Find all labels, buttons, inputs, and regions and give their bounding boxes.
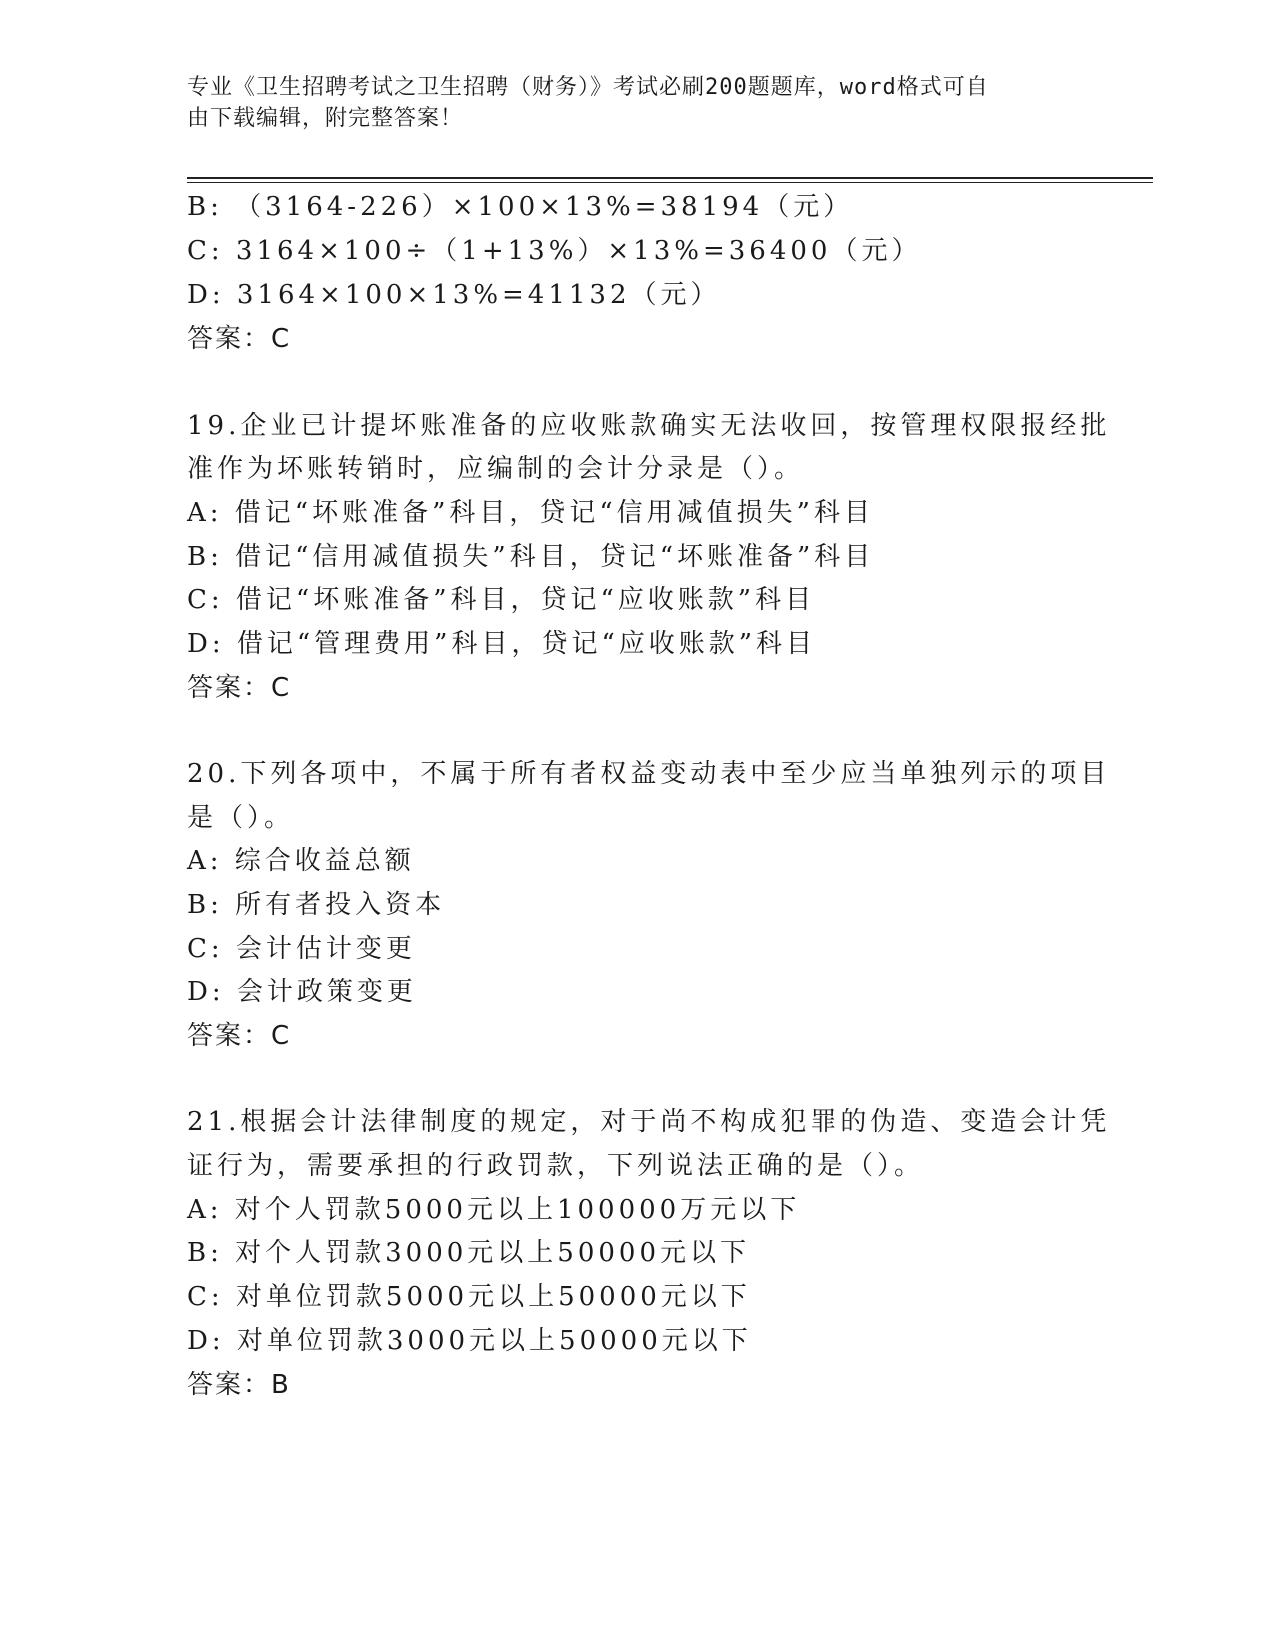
q21-stem-line-1: 21.根据会计法律制度的规定，对于尚不构成犯罪的伪造、变造会计凭 bbox=[187, 1107, 1111, 1137]
q18-option-c: C: 3164×100÷（1+13%）×13%=36400（元） bbox=[187, 236, 922, 266]
q21-option-b: B: 对个人罚款3000元以上50000元以下 bbox=[187, 1238, 751, 1268]
document-header bbox=[187, 72, 1087, 134]
q21-option-c: C: 对单位罚款5000元以上50000元以下 bbox=[187, 1282, 751, 1312]
q19-option-a: A: 借记“坏账准备”科目，贷记“信用减值损失”科目 bbox=[187, 498, 874, 528]
q19-stem-line-2: 准作为坏账转销时，应编制的会计分录是（）。 bbox=[187, 454, 805, 484]
q20-stem-line-1: 20.下列各项中，不属于所有者权益变动表中至少应当单独列示的项目 bbox=[187, 759, 1111, 789]
q21-stem-line-2: 证行为，需要承担的行政罚款，下列说法正确的是（）。 bbox=[187, 1151, 925, 1181]
q21-option-a: A: 对个人罚款5000元以上100000万元以下 bbox=[187, 1195, 801, 1225]
q18-option-d: D: 3164×100×13%=41132（元） bbox=[187, 280, 721, 310]
header-divider-thin bbox=[187, 182, 1153, 183]
q20-stem-line-2: 是（）。 bbox=[187, 803, 295, 833]
q19-option-b: B: 借记“信用减值损失”科目，贷记“坏账准备”科目 bbox=[187, 542, 875, 572]
header-line-2: 由下载编辑，附完整答案！ bbox=[187, 106, 464, 131]
q19-option-d: D: 借记“管理费用”科目，贷记“应收账款”科目 bbox=[187, 629, 817, 659]
q20-option-c: C: 会计估计变更 bbox=[187, 934, 416, 964]
q19-answer: 答案：C bbox=[187, 673, 292, 703]
q20-option-d: D: 会计政策变更 bbox=[187, 977, 417, 1007]
q20-answer: 答案：C bbox=[187, 1021, 292, 1051]
q21-option-d: D: 对单位罚款3000元以上50000元以下 bbox=[187, 1326, 752, 1356]
q20-option-a: A: 综合收益总额 bbox=[187, 846, 415, 876]
header-divider-thick bbox=[187, 177, 1153, 179]
q21-answer: 答案：B bbox=[187, 1370, 291, 1400]
q20-option-b: B: 所有者投入资本 bbox=[187, 890, 446, 920]
q18-option-b: B: （3164-226）×100×13%=38194（元） bbox=[187, 192, 854, 222]
q19-option-c: C: 借记“坏账准备”科目，贷记“应收账款”科目 bbox=[187, 585, 816, 615]
q19-stem-line-1: 19.企业已计提坏账准备的应收账款确实无法收回，按管理权限报经批 bbox=[187, 411, 1111, 441]
q18-answer: 答案：C bbox=[187, 324, 292, 354]
header-line-1: 专业《卫生招聘考试之卫生招聘（财务）》考试必刷200题题库，word格式可自 bbox=[187, 75, 989, 100]
